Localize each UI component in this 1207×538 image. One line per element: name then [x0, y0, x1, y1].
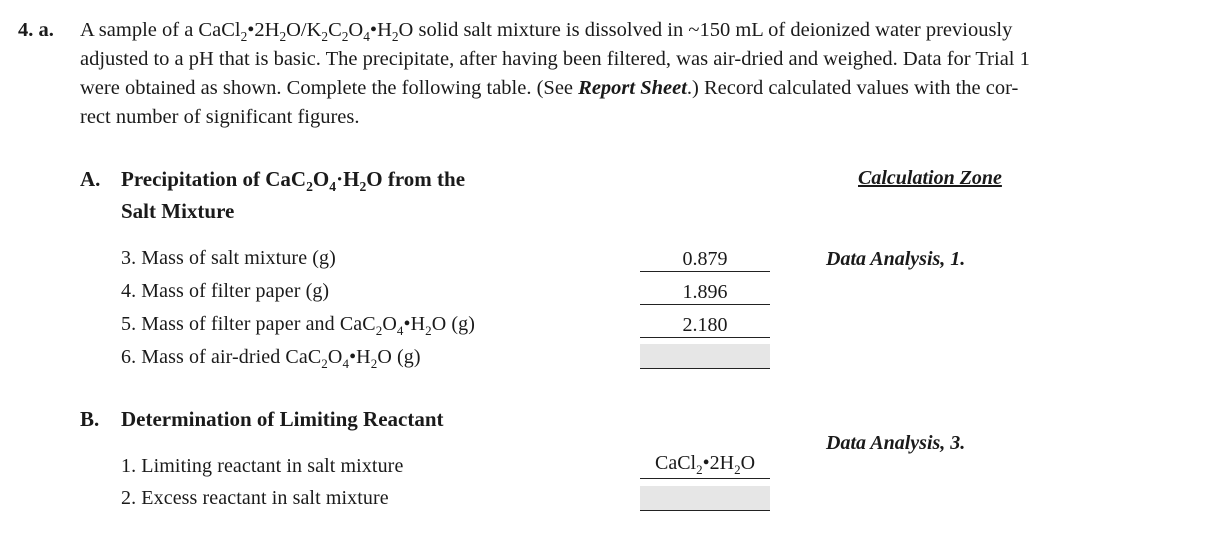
calculation-zone-heading: Calculation Zone: [858, 167, 1002, 189]
question-line-3: were obtained as shown. Complete the following table. (See Report Sheet.) Record calculated values with the cor-: [80, 77, 1019, 99]
section-a-letter: A.: [80, 167, 101, 191]
item-a4-label: 4. Mass of filter paper (g): [121, 280, 330, 302]
data-analysis-1: Data Analysis, 1.: [826, 248, 966, 270]
item-b1-label: 1. Limiting reactant in salt mixture: [121, 455, 404, 477]
question-line-4: rect number of significant figures.: [80, 106, 360, 128]
item-a4-value[interactable]: 1.896: [640, 280, 770, 305]
item-a6-value[interactable]: [640, 344, 770, 369]
item-a3-label: 3. Mass of salt mixture (g): [121, 247, 336, 269]
section-a-title: Precipitation of $CaC_2O_4\cdot H_2O$ from the: [121, 167, 466, 195]
data-analysis-3: Data Analysis, 3.: [826, 432, 966, 454]
item-b1-value[interactable]: $CaCl_2•2H_2O$: [640, 451, 770, 479]
item-a5-value[interactable]: 2.180: [640, 313, 770, 338]
item-a6-label: 6. Mass of air-dried $CaC_2O_4•H_2O$ (g): [121, 346, 421, 371]
item-b2-label: 2. Excess reactant in salt mixture: [121, 487, 389, 509]
section-a-title-line2: Salt Mixture: [121, 199, 235, 223]
question-line-2: adjusted to a pH that is basic. The precipitate, after having been filtered, was air-dried and weighed. Data for Trial 1: [80, 48, 1030, 70]
question-text: [80, 16, 1185, 132]
item-a3-value[interactable]: 0.879: [640, 247, 770, 272]
section-b-title: Determination of Limiting Reactant: [121, 407, 444, 431]
item-b2-value[interactable]: [640, 486, 770, 511]
question-line-1: A sample of a $CaCl_2•2H_2O/K_2C_2O_4•H_2O$ solid salt mixture is dissolved in ~150 mL of deionized water previously: [80, 19, 1013, 45]
report-sheet-ref: Report Sheet: [578, 77, 687, 99]
item-a5-label: 5. Mass of filter paper and $CaC_2O_4•H_2O$ (g): [121, 313, 476, 338]
section-b-letter: B.: [80, 407, 100, 431]
question-number: 4. a.: [18, 19, 54, 41]
